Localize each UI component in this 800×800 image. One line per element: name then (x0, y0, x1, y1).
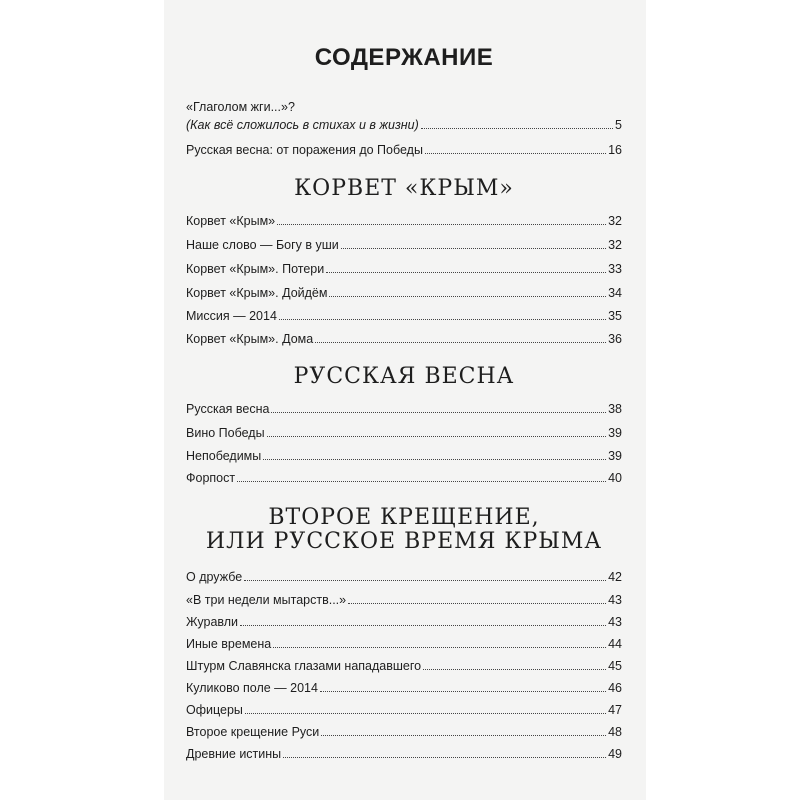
entry-title: Корвет «Крым». Потери (186, 262, 325, 276)
entry-title: Иные времена (186, 637, 272, 651)
entry-page: 40 (608, 471, 622, 485)
entry-title: Русская весна: от поражения до Победы (186, 143, 423, 157)
entry-page: 43 (608, 593, 622, 607)
leader-dots (240, 624, 606, 626)
entry-title: Вино Победы (186, 426, 265, 440)
toc-entry (186, 396, 622, 416)
entry-title: Второе крещение Руси (186, 725, 320, 739)
toc-entry (186, 420, 622, 440)
leader-dots (277, 223, 606, 225)
toc-entry (186, 653, 622, 673)
leader-dots (329, 295, 606, 297)
leader-dots (283, 756, 606, 758)
toc-entry (186, 697, 622, 717)
entry-title: Непобедимы (186, 449, 262, 463)
leader-dots (348, 602, 606, 604)
entry-title: Миссия — 2014 (186, 309, 277, 323)
intro-line-1: «Глаголом жги...»? (186, 100, 295, 114)
toc-entry (186, 137, 622, 157)
leader-dots (245, 712, 606, 714)
section-title: КОРВЕТ «КРЫМ» (294, 176, 514, 201)
leader-dots (421, 127, 613, 129)
toc-entry (186, 280, 622, 300)
leader-dots (279, 318, 606, 320)
entry-page: 48 (608, 725, 622, 739)
section-title: РУССКАЯ ВЕСНА (293, 364, 515, 389)
toc-entry (186, 609, 622, 629)
entry-page: 43 (608, 615, 622, 629)
entry-title: «В три недели мытарств...» (186, 593, 347, 607)
leader-dots (244, 579, 606, 581)
toc-entry (186, 675, 622, 695)
toc-entry (186, 631, 622, 651)
entry-title: Русская весна (186, 402, 270, 416)
leader-dots (320, 690, 606, 692)
entry-page: 44 (608, 637, 622, 651)
toc-entry (186, 208, 622, 228)
entry-page: 33 (608, 262, 622, 276)
leader-dots (271, 411, 606, 413)
toc-entry (186, 587, 622, 607)
entry-page: 36 (608, 332, 622, 346)
leader-dots (273, 646, 606, 648)
toc-entry (186, 465, 622, 485)
entry-title: Форпост (186, 471, 236, 485)
leader-dots (425, 152, 606, 154)
entry-title: Куликово поле — 2014 (186, 681, 318, 695)
entry-page: 38 (608, 402, 622, 416)
leader-dots (341, 247, 606, 249)
entry-title: Древние истины (186, 747, 282, 761)
entry-page: 49 (608, 747, 622, 761)
entry-title: Офицеры (186, 703, 243, 717)
toc-entry (186, 232, 622, 252)
leader-dots (315, 341, 606, 343)
leader-dots (237, 480, 606, 482)
entry-title: Корвет «Крым». Дома (186, 332, 314, 346)
entry-title: (Как всё сложилось в стихах и в жизни) (186, 118, 419, 132)
leader-dots (326, 271, 606, 273)
entry-page: 39 (608, 426, 622, 440)
entry-page: 34 (608, 286, 622, 300)
toc-entry (186, 719, 622, 739)
entry-page: 16 (608, 143, 622, 157)
entry-title: Корвет «Крым». Дойдём (186, 286, 328, 300)
entry-page: 42 (608, 570, 622, 584)
toc-entry (186, 326, 622, 346)
entry-title: Наше слово — Богу в уши (186, 238, 339, 252)
entry-title: О дружбе (186, 570, 243, 584)
entry-title: Штурм Славянска глазами нападавшего (186, 659, 422, 673)
toc-entry (186, 256, 622, 276)
entry-page: 47 (608, 703, 622, 717)
leader-dots (321, 734, 606, 736)
section-title-line-1: ВТОРОЕ КРЕЩЕНИЕ, (268, 505, 540, 530)
toc-entry (186, 741, 622, 761)
entry-page: 46 (608, 681, 622, 695)
entry-title: Журавли (186, 615, 239, 629)
toc-entry (186, 112, 622, 132)
entry-page: 5 (615, 118, 622, 132)
entry-page: 32 (608, 238, 622, 252)
entry-page: 39 (608, 449, 622, 463)
section-title-line-2: ИЛИ РУССКОЕ ВРЕМЯ КРЫМА (205, 529, 603, 554)
entry-title: Корвет «Крым» (186, 214, 276, 228)
contents-title: СОДЕРЖАНИЕ (314, 44, 494, 71)
toc-entry (186, 564, 622, 584)
leader-dots (423, 668, 606, 670)
toc-entry (186, 443, 622, 463)
leader-dots (263, 458, 606, 460)
entry-page: 35 (608, 309, 622, 323)
leader-dots (267, 435, 607, 437)
entry-page: 32 (608, 214, 622, 228)
entry-page: 45 (608, 659, 622, 673)
toc-entry (186, 303, 622, 323)
